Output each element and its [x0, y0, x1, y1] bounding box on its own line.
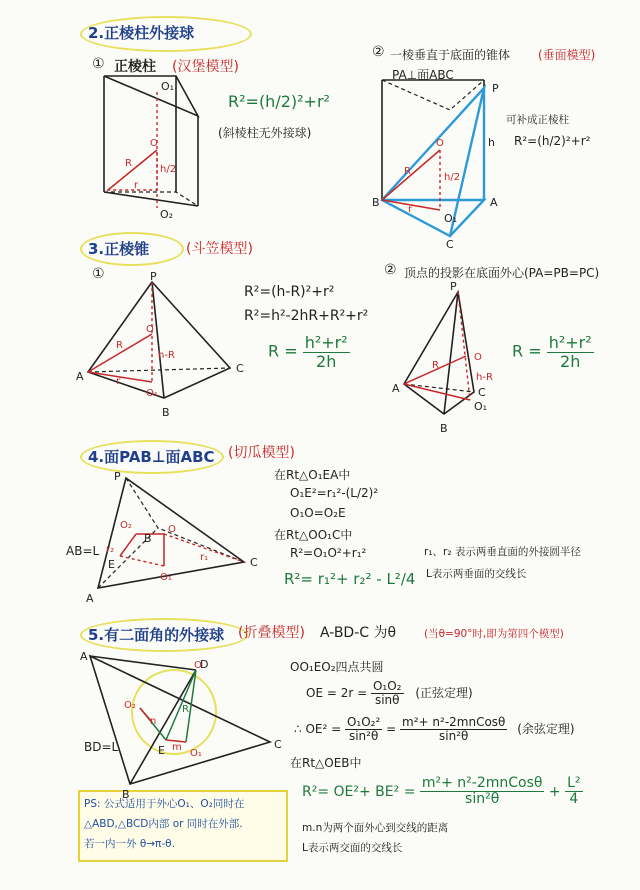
s5-l1: OO₁EO₂四点共圆 [290, 660, 384, 674]
p2-C: C [478, 386, 486, 399]
fold-B: B [122, 788, 130, 801]
s2-sub1-model: (汉堡模型) [172, 59, 239, 75]
s3-sub2-num-frac: h²+r² [548, 333, 592, 352]
s3-f3-num: h²+r² [304, 333, 348, 352]
s3-sub2-lhs: R = [512, 341, 542, 361]
s3-f3-den: 2h [316, 351, 337, 371]
s3-sub1-num: ① [92, 266, 105, 282]
prism-h2: h/2 [160, 164, 177, 175]
rp-C: C [236, 362, 244, 375]
s3-f2: R²=h²-2hR+R²+r² [244, 308, 369, 324]
p2-O1: O₁ [474, 400, 488, 413]
s5-l3: ∴ OE² = $\frac{\text{O₁O₂²}}{\text{sin²θ}}$ = m²+ n²-2mnCosθ sin²θ (余弦定理) [294, 715, 575, 744]
vp-O: O [436, 138, 444, 149]
p2-hR: h-R [476, 372, 493, 383]
s5-l3-lhs: ∴ OE² = [294, 722, 342, 737]
vp-A: A [490, 196, 498, 209]
cm-rect [120, 534, 164, 566]
prism-O: O [150, 138, 158, 149]
cm-P: P [114, 470, 121, 483]
s4-final: R²= r₁²+ r₂² - L²/4 [284, 570, 416, 588]
s5-note2: L表示两交面的交线长 [302, 842, 403, 854]
cm-r1: r₁ [200, 552, 209, 563]
fold-edges [90, 656, 270, 784]
s3-sub2-name: 顶点的投影在底面外心(PA=PB=PC) [404, 266, 600, 280]
vertical-pyramid-diagram [372, 80, 499, 251]
rp-O1: O₁ [146, 388, 158, 399]
s4-line-3: 在Rt△OO₁C中 [274, 528, 353, 542]
s5-l2-den: sinθ [374, 693, 400, 708]
fold-O: O [194, 660, 202, 671]
ps-line-2: △ABD,△BCD内部 or 同时在外部. [84, 818, 243, 830]
vp-h: h [488, 136, 495, 149]
s5-l3-den1: sin²θ [348, 729, 379, 744]
vp-R [382, 150, 440, 200]
cut-melon-diagram [86, 470, 258, 605]
s5-bd: BD=L [84, 740, 119, 754]
cm-A: A [86, 592, 94, 605]
s2-sub1-formula: R²=(h/2)²+r² [228, 92, 330, 111]
cm-radii [120, 534, 244, 566]
ps-line-3: 若一内一外 θ→π-θ. [84, 838, 175, 850]
prism-diagram [104, 76, 198, 221]
p2-B: B [440, 422, 448, 435]
s2-sub2-note: 可补成正棱柱 [506, 114, 569, 126]
s5-l5-den: sin²θ [465, 791, 500, 808]
p2-O: O [474, 352, 482, 363]
rp-hR: h-R [158, 350, 175, 361]
p2-R: R [432, 360, 439, 371]
section-5-title: 5.有二面角的外接球 [88, 626, 225, 644]
cm-B: B [144, 532, 152, 545]
s3-sub2-den: 2h [560, 351, 581, 371]
s4-ab: AB=L [66, 544, 100, 558]
rp-B: B [162, 406, 170, 419]
fold-E: E [158, 744, 165, 757]
p2-back [404, 384, 474, 392]
s2-sub1-num: ① [92, 56, 105, 72]
fold-n: n [150, 716, 157, 727]
cm-C: C [250, 556, 258, 569]
s5-l2-note: (正弦定理) [415, 686, 473, 701]
fold-O2: O₂ [124, 700, 136, 711]
section-4-model: (切瓜模型) [228, 445, 295, 461]
s5-l4: 在Rt△OEB中 [290, 756, 362, 770]
cm-O1: O₁ [160, 572, 172, 583]
fold-A: A [80, 650, 88, 663]
vp-tetra [382, 88, 484, 236]
vp-B: B [372, 196, 380, 209]
s4-note2: L表示两垂面的交线长 [426, 568, 527, 580]
fold-m: m [172, 742, 182, 753]
s3-f1: R²=(h-R)²+r² [244, 284, 335, 300]
p2-A: A [392, 382, 400, 395]
s5-l2-lhs: OE = 2r = [306, 686, 368, 701]
vp-r-label: r [408, 204, 413, 215]
s2-sub2-formula: R²=(h/2)²+r² [514, 134, 591, 148]
fold-C: C [274, 738, 282, 751]
section-3-model: (斗笠模型) [186, 241, 253, 257]
s4-note1: r₁、r₂ 表示两垂直面的外接圆半径 [424, 546, 581, 558]
s4-line-1: O₁E²=r₁²-(L/2)² [290, 486, 379, 500]
vp-P: P [492, 82, 499, 95]
s5-l5-den2: 4 [569, 791, 579, 808]
section-5-after: A-BD-C 为θ [320, 625, 397, 641]
s5-l5-plus: + [548, 783, 561, 800]
s5-l5-lhs: R²= OE²+ BE² = [302, 783, 416, 800]
rp-back-edge [88, 368, 230, 372]
rp-R: R [116, 340, 123, 351]
s5-note1: m.n为两个面外心到交线的距离 [302, 822, 449, 834]
vp-O1: O₁ [444, 212, 458, 225]
fold-O1: O₁ [190, 748, 202, 759]
s2-sub2-name: 一棱垂直于底面的锥体 [390, 48, 511, 62]
section-3-title: 3.正棱锥 [88, 240, 150, 258]
pyramid2-diagram [392, 280, 493, 435]
cm-E: E [108, 558, 115, 571]
p2-P: P [450, 280, 457, 293]
section-5-paren: (当θ=90°时,即为第四个模型) [424, 628, 564, 640]
rp-edges [88, 282, 230, 398]
s5-l3-den2: sin²θ [439, 729, 469, 744]
s5-l3-num2: m²+ n²-2mnCosθ [402, 715, 506, 729]
prism-R-label: R [125, 158, 132, 169]
section-2-title: 2.正棱柱外接球 [88, 24, 195, 42]
s2-sub2-model: (垂面模型) [538, 48, 596, 62]
s2-sub1-note: (斜棱柱无外接球) [218, 126, 312, 140]
s4-line-2: O₁O=O₂E [290, 506, 346, 520]
s3-sub2-num: ② [384, 262, 397, 278]
s2-sub2-num: ② [372, 44, 385, 60]
section-4-title: 4.面PAB⊥面ABC [88, 448, 215, 466]
s5-l3-note: (余弦定理) [517, 722, 575, 737]
s5-l3-num1: O₁O₂² [346, 715, 381, 729]
prism-top [104, 76, 198, 116]
fold-D: D [200, 658, 209, 671]
s4-line-4: R²=O₁O²+r₁² [290, 546, 367, 560]
prism-r: r [134, 180, 139, 191]
vp-R-label: R [404, 166, 411, 177]
prism-R [108, 150, 157, 190]
fold-R: R [182, 704, 189, 715]
fold-diagram [80, 650, 282, 801]
ps-line-1: PS: 公式适用于外心O₁、O₂同时在 [84, 798, 245, 810]
s5-l5-num: m²+ n²-2mnCosθ [421, 775, 543, 791]
rp-P: P [150, 270, 157, 283]
cm-O2: O₂ [120, 520, 132, 531]
prism-bottom-front [104, 192, 198, 206]
rp-O: O [146, 324, 154, 335]
s5-l2-num: O₁O₂ [372, 679, 402, 693]
section-5-model: (折叠模型) [238, 625, 305, 641]
cm-r2: r₂ [106, 544, 115, 555]
s5-l5-num2: L² [567, 775, 581, 791]
s2-sub2-cond: PA⊥面ABC [392, 68, 454, 82]
cm-O: O [168, 524, 176, 535]
s3-f3-lhs: R = [268, 341, 298, 361]
s2-sub1-name: 正棱柱 [114, 59, 156, 75]
prism-O1: O₁ [161, 80, 175, 93]
regular-pyramid-diagram [76, 270, 244, 419]
vp-h2: h/2 [444, 172, 461, 183]
rp-r: r [116, 376, 121, 387]
prism-O2: O₂ [160, 208, 174, 221]
vp-C: C [446, 238, 454, 251]
rp-A: A [76, 370, 84, 383]
s4-line-0: 在Rt△O₁EA中 [274, 468, 351, 482]
p2-edges [404, 292, 474, 414]
